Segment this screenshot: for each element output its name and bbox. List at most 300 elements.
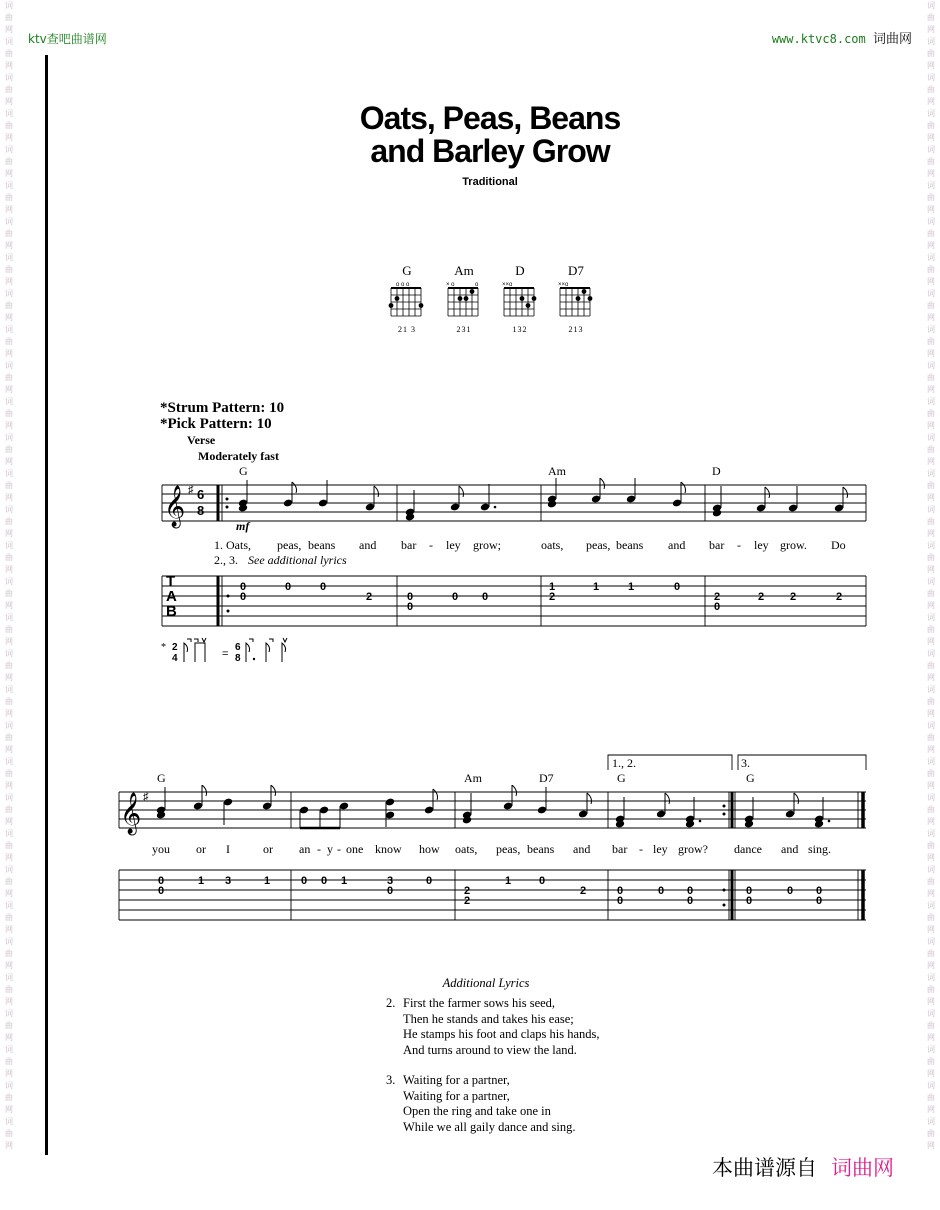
side-watermark-glyph: 网: [927, 637, 935, 646]
side-watermark-glyph: 网: [5, 853, 13, 862]
side-watermark-glyph: 网: [5, 349, 13, 358]
side-watermark-glyph: 词: [927, 397, 935, 406]
side-watermark-glyph: 网: [5, 1141, 13, 1150]
lyric-syllable: and: [668, 538, 686, 552]
svg-text:1: 1: [197, 875, 205, 887]
side-watermark-glyph: 词: [5, 613, 13, 622]
song-title-line2: and Barley Grow: [370, 133, 610, 169]
footnote-marker: *: [161, 642, 166, 653]
side-watermark-glyph: 网: [5, 169, 13, 178]
side-watermark-glyph: 曲: [927, 1093, 935, 1102]
verse-line: First the farmer sows his seed,: [403, 996, 556, 1010]
side-watermark-glyph: 词: [927, 757, 935, 766]
svg-text:6: 6: [197, 487, 205, 502]
third-ending-label: 3.: [741, 756, 750, 770]
side-watermark-glyph: 网: [5, 925, 13, 934]
svg-text:2: 2: [463, 885, 471, 897]
side-watermark-glyph: 曲: [927, 589, 935, 598]
footer-brand: 词曲网: [831, 1156, 894, 1180]
verse-line: Waiting for a partner,: [403, 1088, 510, 1103]
svg-text:0: 0: [425, 875, 433, 887]
side-watermark-glyph: 曲: [5, 193, 13, 202]
svg-text:0: 0: [406, 601, 414, 613]
side-watermark-glyph: 词: [5, 1081, 13, 1090]
chord-symbol: Am: [548, 464, 566, 478]
verse-line: And turns around to view the land.: [403, 1042, 577, 1057]
side-watermark-glyph: 曲: [927, 1021, 935, 1030]
side-watermark-glyph: 曲: [5, 1021, 13, 1030]
watermark-right: [772, 28, 912, 47]
side-watermark-glyph: 网: [5, 1033, 13, 1042]
svg-text:0: 0: [673, 581, 681, 593]
verse-line: Waiting for a partner,: [403, 1073, 510, 1087]
side-watermark-glyph: 曲: [5, 985, 13, 994]
side-watermark-glyph: 词: [5, 505, 13, 514]
side-watermark-glyph: 曲: [5, 697, 13, 706]
side-watermark-glyph: 网: [5, 241, 13, 250]
side-watermark-glyph: 网: [5, 781, 13, 790]
tempo-marking: Moderately fast: [198, 449, 279, 463]
side-watermark-glyph: 网: [5, 637, 13, 646]
side-watermark-glyph: 曲: [5, 49, 13, 58]
side-watermark-glyph: 网: [927, 277, 935, 286]
first-ending-label: 1., 2.: [612, 756, 636, 770]
side-watermark-glyph: 网: [927, 853, 935, 862]
pick-pattern-label: *Pick Pattern: 10: [160, 416, 272, 432]
chord-symbol: G: [746, 771, 755, 785]
side-watermark-glyph: 曲: [927, 733, 935, 742]
side-watermark-glyph: 词: [5, 325, 13, 334]
lyric-syllable: beans: [616, 538, 644, 552]
side-watermark-glyph: 词: [5, 289, 13, 298]
svg-text:4: 4: [172, 653, 178, 664]
side-watermark-glyph: 词: [5, 865, 13, 874]
svg-text:3: 3: [386, 875, 394, 887]
side-watermark-glyph: 曲: [5, 337, 13, 346]
side-watermark-glyph: 网: [5, 745, 13, 754]
lyric-syllable: bar: [612, 842, 628, 856]
chord-diagram-d: [500, 263, 540, 334]
side-watermark-glyph: 曲: [5, 733, 13, 742]
side-watermark-glyph: 词: [927, 433, 935, 442]
chord-grid: [444, 279, 484, 319]
verse-2: [386, 996, 600, 1058]
verse-number: 3.: [386, 1073, 396, 1087]
watermark-url: www.ktvc8.com: [771, 32, 866, 46]
side-watermark-glyph: 曲: [5, 517, 13, 526]
side-watermark-glyph: 词: [927, 577, 935, 586]
side-watermark-glyph: 词: [5, 757, 13, 766]
side-watermark-glyph: 词: [927, 649, 935, 658]
lyric-syllable: and: [573, 842, 591, 856]
side-watermark-glyph: 网: [5, 529, 13, 538]
svg-text:2: 2: [835, 591, 843, 603]
svg-text:2: 2: [463, 895, 471, 907]
side-watermark-glyph: 曲: [927, 949, 935, 958]
side-watermark-glyph: 曲: [927, 769, 935, 778]
svg-text:0: 0: [657, 885, 665, 897]
side-watermark-glyph: 词: [927, 613, 935, 622]
chord-diagram-name: G: [402, 263, 412, 278]
verse-3: [386, 1073, 576, 1135]
tab-clef: [166, 574, 177, 619]
svg-text:0: 0: [284, 581, 292, 593]
lyric-syllable: ley: [446, 538, 461, 552]
side-watermark-glyph: 曲: [927, 661, 935, 670]
side-watermark-glyph: 网: [927, 313, 935, 322]
chord-diagram-name: Am: [454, 263, 474, 278]
side-watermark-glyph: 词: [927, 505, 935, 514]
verse-line: He stamps his foot and claps his hands,: [403, 1027, 600, 1041]
side-watermark-glyph: 网: [5, 961, 13, 970]
side-watermark-glyph: 曲: [927, 625, 935, 634]
chord-fingering: 231: [456, 325, 472, 334]
lyric-syllable: bar: [401, 538, 417, 552]
svg-text:2: 2: [365, 591, 373, 603]
side-watermark-glyph: 网: [5, 493, 13, 502]
chord-diagram-name: D: [515, 263, 525, 278]
side-watermark-glyph: 词: [5, 1045, 13, 1054]
side-watermark-glyph: 网: [927, 1033, 935, 1042]
side-watermark-glyph: 网: [927, 493, 935, 502]
side-watermark-glyph: 曲: [927, 157, 935, 166]
svg-text:=: =: [222, 648, 229, 660]
svg-text:0: 0: [686, 895, 694, 907]
lyric-syllable: 1. Oats,: [214, 538, 251, 552]
svg-text:2: 2: [172, 642, 178, 653]
lyric-reference: See additional lyrics: [248, 553, 347, 567]
lyric-syllable: sing.: [808, 842, 832, 856]
side-watermark-glyph: 曲: [5, 949, 13, 958]
svg-text:1: 1: [627, 581, 635, 593]
side-watermark-glyph: 曲: [927, 877, 935, 886]
side-watermark-glyph: 词: [927, 289, 935, 298]
side-watermark-glyph: 网: [927, 349, 935, 358]
svg-text:8: 8: [235, 653, 241, 664]
chord-symbol: D7: [539, 771, 554, 785]
side-watermark-glyph: 曲: [5, 805, 13, 814]
side-watermark-glyph: 网: [5, 673, 13, 682]
side-watermark-glyph: 曲: [5, 841, 13, 850]
svg-text:0: 0: [386, 885, 394, 897]
lyric-syllable: oats,: [541, 538, 564, 552]
chord-grid: [387, 279, 427, 319]
svg-text:0: 0: [406, 591, 414, 603]
side-watermark-glyph: 词: [927, 361, 935, 370]
side-watermark-glyph: 曲: [5, 229, 13, 238]
side-watermark-glyph: 曲: [5, 877, 13, 886]
side-watermark-glyph: 曲: [927, 1057, 935, 1066]
side-watermark-glyph: 网: [5, 1105, 13, 1114]
lyric-hyphen: -: [337, 842, 341, 856]
lyric-syllable: ley: [653, 842, 668, 856]
side-watermark-glyph: 网: [5, 385, 13, 394]
side-watermark-glyph: 曲: [5, 13, 13, 22]
side-watermark-glyph: 曲: [5, 373, 13, 382]
side-watermark-glyph: 网: [927, 925, 935, 934]
svg-text:× o: × o: [446, 282, 455, 288]
side-watermark-glyph: 词: [5, 937, 13, 946]
side-watermark-glyph: 网: [927, 1105, 935, 1114]
side-watermark-glyph: 网: [927, 889, 935, 898]
lyric-syllable: oats,: [455, 842, 478, 856]
svg-text:𝄞: 𝄞: [120, 792, 142, 833]
strum-pattern-label: *Strum Pattern: 10: [160, 400, 285, 416]
side-watermark-glyph: 网: [5, 565, 13, 574]
chord-symbol: Am: [464, 771, 482, 785]
side-watermark-glyph: 词: [927, 829, 935, 838]
side-watermark-glyph: 曲: [5, 1093, 13, 1102]
lyric-syllable: one: [346, 842, 364, 856]
side-watermark-glyph: 曲: [5, 769, 13, 778]
side-watermark-glyph: 词: [927, 937, 935, 946]
side-watermark-glyph: 网: [5, 133, 13, 142]
lyric-syllable: and: [359, 538, 377, 552]
svg-text:0: 0: [686, 885, 694, 897]
side-watermark-glyph: 曲: [5, 481, 13, 490]
side-watermark-glyph: 网: [5, 889, 13, 898]
side-watermark-glyph: 词: [5, 901, 13, 910]
lyric-hyphen: -: [317, 842, 321, 856]
side-watermark-glyph: 网: [927, 781, 935, 790]
side-watermark-glyph: 网: [5, 313, 13, 322]
chord-symbol: G: [617, 771, 626, 785]
side-watermark-glyph: 网: [927, 745, 935, 754]
side-watermark-glyph: 词: [927, 109, 935, 118]
svg-text:0: 0: [300, 875, 308, 887]
chord-diagram-am: [444, 263, 484, 334]
side-watermark-glyph: 词: [5, 1009, 13, 1018]
side-watermark-glyph: 词: [5, 829, 13, 838]
lyric-syllable: know: [375, 842, 402, 856]
chord-fingering: 213: [568, 325, 584, 334]
side-watermark-glyph: 词: [5, 361, 13, 370]
side-watermark-glyph: 词: [5, 181, 13, 190]
lyric-hyphen: -: [429, 538, 433, 552]
lyric-syllable: how: [419, 842, 440, 856]
side-watermark-glyph: 词: [927, 541, 935, 550]
footer-source: [712, 1152, 894, 1182]
side-watermark-glyph: 词: [927, 37, 935, 46]
verse-number: 2.: [386, 996, 396, 1010]
lyric-syllable: or: [263, 842, 273, 856]
chord-diagram-d7: [556, 263, 596, 334]
svg-text:0: 0: [538, 875, 546, 887]
side-watermark-glyph: 网: [927, 241, 935, 250]
side-watermark-glyph: 曲: [5, 265, 13, 274]
side-watermark-glyph: 词: [5, 253, 13, 262]
side-watermark-glyph: 曲: [5, 301, 13, 310]
svg-text:6: 6: [235, 642, 241, 653]
watermark-left: ktv查吧曲谱网: [28, 32, 107, 46]
side-watermark-glyph: 曲: [927, 913, 935, 922]
side-watermark-glyph: 词: [5, 1, 13, 10]
side-watermark-glyph: 词: [927, 217, 935, 226]
side-watermark-glyph: 曲: [927, 193, 935, 202]
side-watermark-glyph: 网: [5, 205, 13, 214]
side-watermark-glyph: 网: [5, 25, 13, 34]
side-watermark-glyph: 曲: [927, 697, 935, 706]
svg-text:0: 0: [239, 591, 247, 603]
side-watermark-glyph: 词: [927, 1009, 935, 1018]
side-watermark-glyph: 网: [5, 97, 13, 106]
side-watermark-glyph: 曲: [5, 1057, 13, 1066]
svg-text:0: 0: [815, 895, 823, 907]
lyric-hyphen: -: [639, 842, 643, 856]
side-watermark-glyph: 词: [927, 181, 935, 190]
side-watermark-glyph: 曲: [5, 445, 13, 454]
svg-text:o o o: o o o: [396, 282, 410, 288]
svg-text:0: 0: [157, 875, 165, 887]
side-watermark-glyph: 曲: [5, 553, 13, 562]
side-watermark-glyph: 词: [927, 1081, 935, 1090]
side-watermark-glyph: 词: [5, 685, 13, 694]
side-watermark-glyph: 词: [5, 973, 13, 982]
svg-text:××o: ××o: [502, 282, 513, 288]
side-watermark-glyph: 曲: [927, 985, 935, 994]
side-watermark-glyph: 词: [927, 793, 935, 802]
side-watermark-glyph: 词: [5, 721, 13, 730]
svg-text:1: 1: [263, 875, 271, 887]
verse-line: Open the ring and take one in: [403, 1104, 551, 1118]
svg-text:1: 1: [504, 875, 512, 887]
chord-symbol: D: [712, 464, 721, 478]
side-watermark-glyph: 曲: [927, 121, 935, 130]
side-watermark-glyph: 曲: [5, 1129, 13, 1138]
side-watermark-glyph: 网: [927, 961, 935, 970]
side-watermark-glyph: 词: [927, 685, 935, 694]
svg-text:0: 0: [815, 885, 823, 897]
side-watermark-glyph: 词: [927, 1117, 935, 1126]
side-watermark-glyph: 网: [927, 709, 935, 718]
side-watermark-glyph: 词: [5, 793, 13, 802]
chord-fingering: 21 3: [398, 325, 416, 334]
side-watermark-glyph: 词: [5, 109, 13, 118]
side-watermark-glyph: 词: [927, 865, 935, 874]
svg-text:2: 2: [789, 591, 797, 603]
lyric-syllable: ley: [754, 538, 769, 552]
side-watermark-glyph: 网: [927, 817, 935, 826]
svg-text:0: 0: [157, 885, 165, 897]
svg-text:0: 0: [319, 581, 327, 593]
lyric-hyphen: -: [737, 538, 741, 552]
side-watermark-glyph: 曲: [927, 265, 935, 274]
side-watermark-glyph: 网: [5, 817, 13, 826]
chord-grid: [556, 279, 596, 319]
side-watermark-glyph: 词: [927, 901, 935, 910]
side-watermark-glyph: 词: [5, 397, 13, 406]
side-watermark-glyph: 网: [927, 1141, 935, 1150]
side-watermark-glyph: 词: [927, 469, 935, 478]
lyric-syllable: peas,: [496, 842, 521, 856]
chord-fingering: 132: [512, 325, 528, 334]
side-watermark-glyph: 网: [5, 997, 13, 1006]
watermark-cn: 词曲网: [872, 32, 912, 47]
lyric-syllable: bar: [709, 538, 725, 552]
side-watermark-glyph: 网: [927, 1069, 935, 1078]
side-watermark-glyph: 词: [5, 217, 13, 226]
side-watermark-glyph: 网: [927, 61, 935, 70]
svg-text:0: 0: [616, 885, 624, 897]
tab-letter: B: [166, 603, 177, 620]
composer-credit: Traditional: [462, 176, 518, 188]
side-watermark-glyph: 曲: [927, 85, 935, 94]
svg-text:0: 0: [786, 885, 794, 897]
side-watermark-glyph: 曲: [927, 445, 935, 454]
side-watermark-glyph: 曲: [927, 409, 935, 418]
side-watermark-glyph: 词: [5, 433, 13, 442]
chord-diagram-name: D7: [568, 263, 584, 278]
side-watermark-glyph: 曲: [927, 301, 935, 310]
svg-text:0: 0: [713, 601, 721, 613]
section-label: Verse: [187, 433, 216, 447]
tab-letter: T: [166, 573, 176, 590]
side-watermark-glyph: 曲: [927, 517, 935, 526]
side-watermark-glyph: 词: [5, 145, 13, 154]
side-watermark-glyph: 词: [927, 1045, 935, 1054]
additional-lyrics-title: Additional Lyrics: [442, 976, 530, 990]
lyric-syllable: beans: [308, 538, 336, 552]
side-watermark-glyph: 网: [5, 457, 13, 466]
side-watermark-glyph: 网: [927, 97, 935, 106]
svg-text:2: 2: [713, 591, 721, 603]
lyric-syllable: I: [226, 842, 230, 856]
side-watermark-glyph: 词: [5, 541, 13, 550]
side-watermark-glyph: 网: [5, 277, 13, 286]
side-watermark-glyph: 词: [5, 649, 13, 658]
side-watermark-glyph: 曲: [927, 841, 935, 850]
song-title: [0, 102, 940, 168]
svg-text:3: 3: [224, 875, 232, 887]
side-watermark-glyph: 网: [927, 457, 935, 466]
side-watermark-glyph: 词: [927, 73, 935, 82]
side-watermark-glyph: 网: [927, 601, 935, 610]
side-watermark-glyph: 网: [5, 421, 13, 430]
lyric-syllable: y: [327, 842, 333, 856]
lyric-syllable: peas,: [586, 538, 611, 552]
system2-notation: [115, 785, 870, 930]
volta-brackets: [605, 752, 870, 772]
side-watermark-glyph: 网: [927, 133, 935, 142]
lyric-syllable: an: [299, 842, 311, 856]
verse-line: Then he stands and takes his ease;: [403, 1011, 574, 1026]
side-watermark-glyph: 词: [927, 145, 935, 154]
chord-grid: [500, 279, 540, 319]
svg-text:0: 0: [239, 581, 247, 593]
strum-pattern-figure: [170, 637, 300, 667]
side-watermark-glyph: 曲: [927, 805, 935, 814]
side-watermark-glyph: 词: [5, 469, 13, 478]
chord-symbol: G: [239, 464, 248, 478]
side-watermark-glyph: 曲: [927, 373, 935, 382]
side-watermark-glyph: 网: [5, 1069, 13, 1078]
svg-text:8: 8: [197, 503, 205, 518]
side-watermark-glyph: 词: [5, 1117, 13, 1126]
side-watermark-glyph: 网: [5, 601, 13, 610]
lyric-syllable: peas,: [277, 538, 302, 552]
lyric-syllable: dance: [734, 842, 762, 856]
side-watermark-glyph: 词: [5, 73, 13, 82]
side-watermark-glyph: 曲: [5, 121, 13, 130]
svg-text:♯: ♯: [143, 791, 149, 803]
svg-text:0: 0: [320, 875, 328, 887]
svg-text:××o: ××o: [558, 282, 569, 288]
verse-line: While we all gaily dance and sing.: [403, 1119, 576, 1134]
side-watermark-glyph: 曲: [5, 85, 13, 94]
side-watermark-glyph: 网: [927, 421, 935, 430]
side-watermark-glyph: 词: [5, 37, 13, 46]
side-watermark-glyph: 曲: [5, 661, 13, 670]
